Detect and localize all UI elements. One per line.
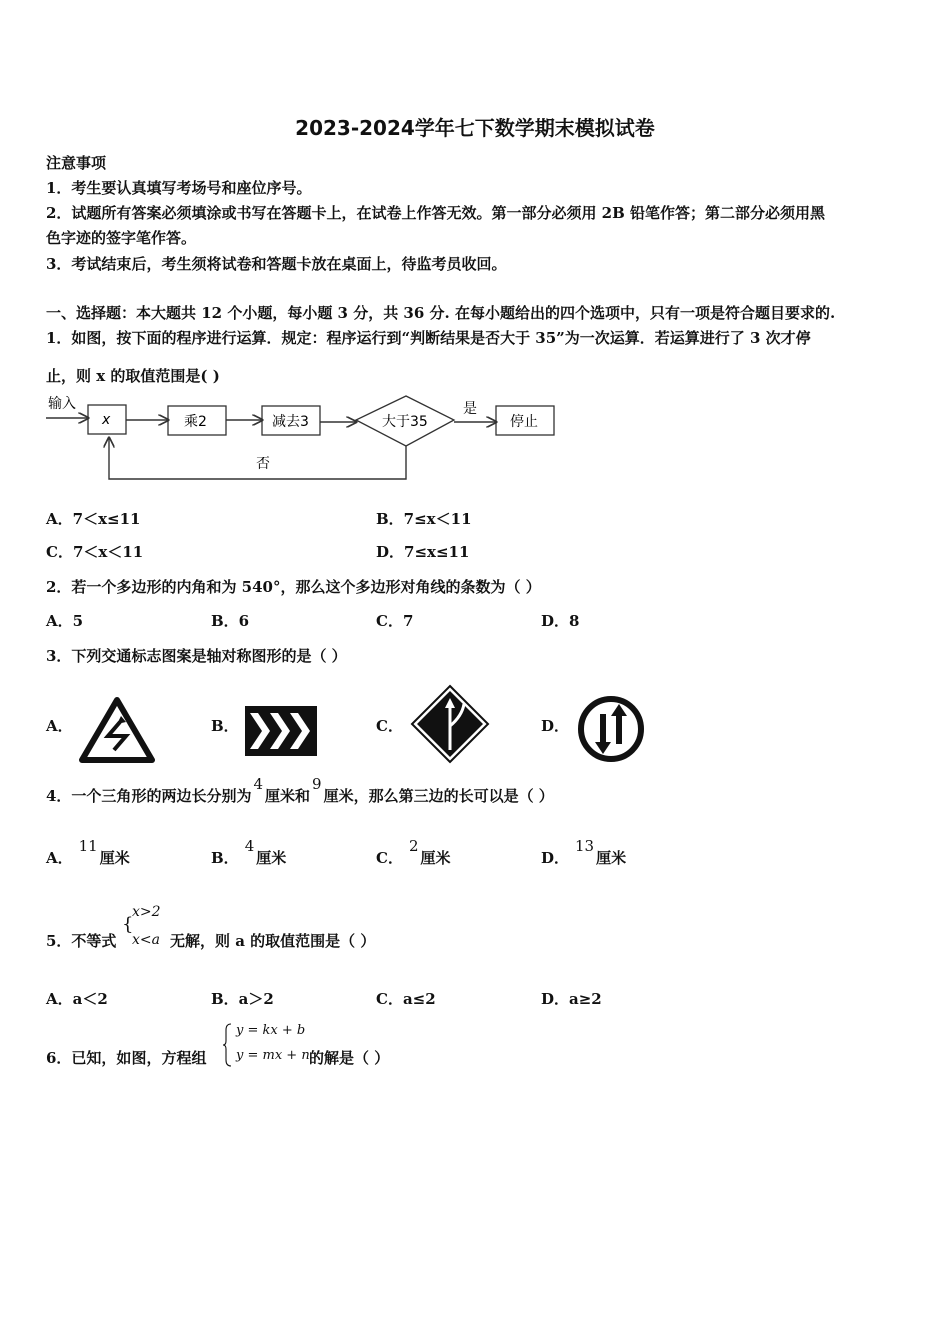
flow-subtract-label: 减去3: [272, 414, 309, 430]
option-number: 2: [408, 837, 419, 855]
option-unit: 厘米: [420, 849, 451, 867]
q2-option-b: B．6: [211, 612, 250, 630]
q4-pre: 4．一个三角形的两边长分别为: [46, 787, 252, 805]
q4-option-d: [541, 837, 627, 868]
option-label: A．: [46, 849, 73, 867]
option-number: 4: [244, 837, 255, 855]
merge-sign-icon: [410, 684, 490, 764]
q1-text: 1．如图，按下面的程序进行运算．规定：程序运行到“判断结果是否大于 35”为一次运算．若运算进行了 3 次才停: [46, 329, 811, 347]
notes-item: 3．考试结束后，考生须将试卷和答题卡放在桌面上，待监考员收回。: [46, 255, 507, 273]
q4-option-a: [46, 837, 130, 868]
q3-label-a: A．: [46, 717, 73, 735]
q2-option-a: A．5: [46, 612, 84, 630]
q5-brace: {: [122, 914, 134, 935]
q3-label-c: C．: [376, 717, 403, 735]
q5-option-a: A．a＜2: [46, 990, 108, 1008]
option-label: D．: [541, 849, 570, 867]
q1-option-d: D．7≤x≤11: [376, 543, 470, 561]
q1-option-c: C．7＜x＜11: [46, 543, 144, 561]
q5-post: 无解，则 a 的取值范围是（ ）: [170, 932, 376, 950]
flowchart: [40, 390, 580, 490]
option-unit: 厘米: [256, 849, 287, 867]
notes-item: 2．试题所有答案必须填涂或书写在答题卡上，在试卷上作答无效。第一部分必须用 2B 铅笔作答；第二部分必须用黑: [46, 204, 826, 222]
q4-option-c: [376, 837, 451, 868]
q5-option-d: D．a≥2: [541, 990, 602, 1008]
q5-pre: 5．不等式: [46, 932, 117, 950]
q2-option-c: C．7: [376, 612, 414, 630]
option-label: C．: [376, 849, 403, 867]
option-unit: 厘米: [596, 849, 627, 867]
q6-pre: 6．已知，如图，方程组: [46, 1049, 207, 1067]
flow-stop-label: 停止: [510, 414, 538, 430]
q3-label-b: B．: [211, 717, 239, 735]
flow-input-label: 输入: [48, 396, 76, 412]
q5-inequality-2: x<a: [132, 932, 160, 948]
flow-multiply-label: 乘2: [184, 414, 207, 430]
warning-sign-icon: [78, 696, 156, 764]
q5-option-b: B．a＞2: [211, 990, 274, 1008]
flow-no-label: 否: [256, 456, 270, 472]
two-way-traffic-sign-icon: [576, 694, 646, 764]
q4-side-b: 9: [312, 775, 322, 793]
option-label: B．: [211, 849, 239, 867]
option-unit: 厘米: [99, 849, 130, 867]
q4-text: [46, 775, 554, 806]
q6-post: 的解是（ ）: [309, 1049, 390, 1067]
q6-equation-1: y = kx + b: [236, 1023, 306, 1038]
option-number: 13: [575, 837, 595, 855]
q3-label-d: D．: [541, 717, 570, 735]
q4-mid: 厘米和: [265, 787, 311, 805]
q2-text: 2．若一个多边形的内角和为 540°，那么这个多边形对角线的条数为（ ）: [46, 578, 541, 596]
q1-option-a: A．7＜x≤11: [46, 510, 141, 528]
q6-equation-2: y = mx + n: [236, 1048, 310, 1063]
q4-option-b: [211, 837, 287, 868]
q4-post: 厘米，那么第三边的长可以是（ ）: [323, 787, 554, 805]
chevron-sign-icon: [244, 705, 318, 757]
section-heading: 一、选择题：本大题共 12 个小题，每小题 3 分，共 36 分. 在每小题给出的四个选项中，只有一项是符合题目要求的.: [46, 304, 836, 322]
q3-text: 3．下列交通标志图案是轴对称图形的是（ ）: [46, 647, 347, 665]
notes-heading: 注意事项: [46, 154, 107, 172]
q4-side-a: 4: [253, 775, 263, 793]
flow-yes-label: 是: [463, 401, 477, 417]
option-number: 11: [78, 837, 98, 855]
notes-item: 色字迹的签字笔作答。: [46, 229, 197, 247]
flow-x-label: x: [102, 412, 111, 428]
page-title: 2023-2024学年七下数学期末模拟试卷: [295, 116, 655, 140]
q1-text: 止，则 x 的取值范围是( ): [46, 367, 220, 385]
flow-condition-label: 大于35: [382, 414, 428, 430]
q5-option-c: C．a≤2: [376, 990, 436, 1008]
notes-item: 1．考生要认真填写考场号和座位序号。: [46, 179, 312, 197]
q5-inequality-1: x>2: [132, 904, 161, 920]
q1-option-b: B．7≤x＜11: [376, 510, 472, 528]
q6-brace: [223, 1022, 233, 1068]
q2-option-d: D．8: [541, 612, 580, 630]
